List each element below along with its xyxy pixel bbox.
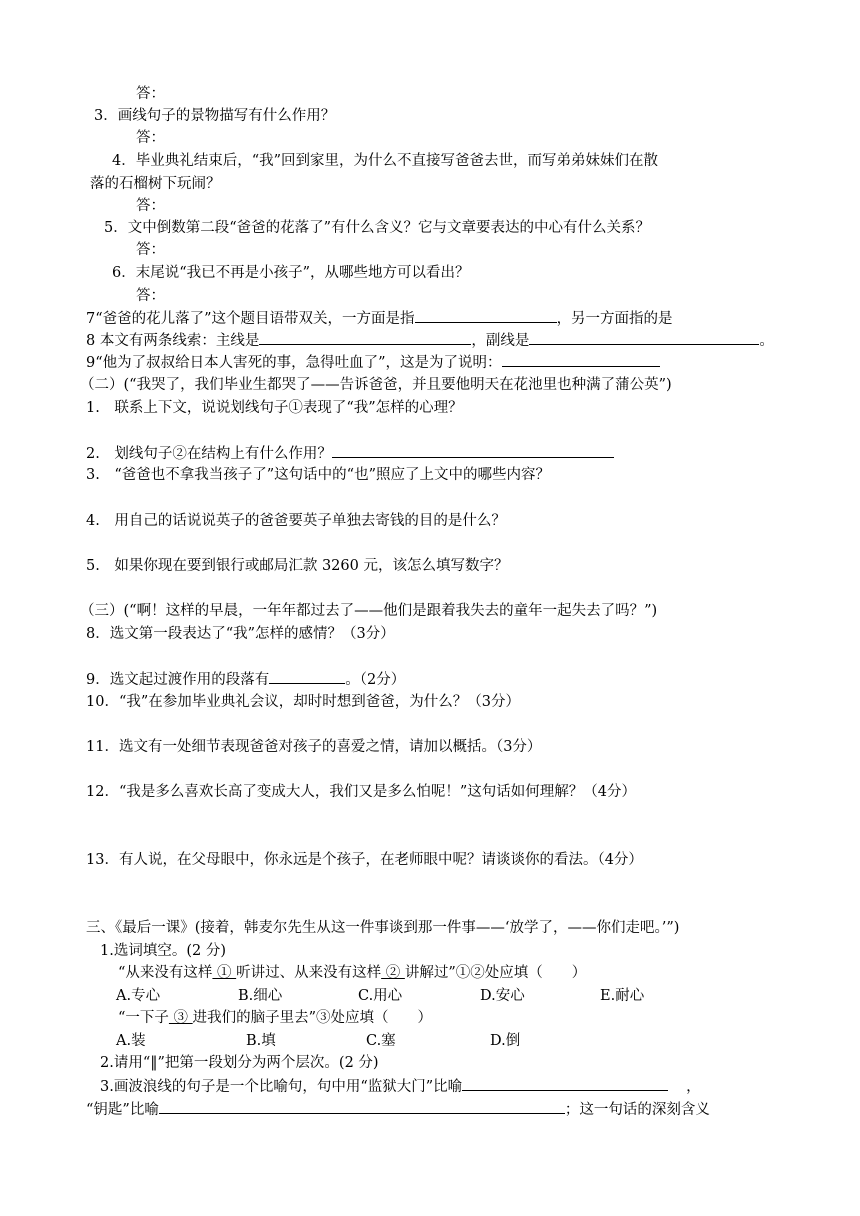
question-7-text-2: ，另一方面指的是 — [556, 311, 673, 327]
question-9-text: 9“他为了叔叔给日本人害死的事，急得吐血了”，这是为了说明： — [86, 355, 502, 371]
question-5: 5．文中倒数第二段“爸爸的花落了”有什么含义？它与文章要表达的中心有什么关系？ — [104, 220, 651, 236]
answer-label: 答： — [136, 242, 165, 258]
fill-text: 进我们的脑子里去”③处应填（ ） — [192, 1010, 433, 1026]
fill-blank-3: ③ — [168, 1010, 193, 1026]
answer-label: 答： — [136, 86, 165, 102]
ll-question-1: 1.选词填空。(2 分) — [100, 943, 226, 959]
option-e: E.耐心 — [600, 988, 645, 1004]
s3-question-9 — [86, 669, 405, 689]
answer-blank[interactable] — [529, 330, 759, 345]
question-9 — [86, 352, 660, 372]
option-c: C.用心 — [358, 988, 403, 1004]
s2-question-3: 3. “爸爸也不拿我当孩子了”这句话中的“也”照应了上文中的哪些内容？ — [86, 467, 550, 483]
option-a: A.装 — [116, 1033, 146, 1049]
question-3: 3．画线句子的景物描写有什么作用？ — [94, 108, 336, 124]
question-6: 6．末尾说“我已不再是小孩子”，从哪些地方可以看出？ — [112, 265, 470, 281]
section-2-heading: （二）(“我哭了，我们毕业生都哭了——告诉爸爸，并且要他明天在花池里也种满了蒲公英”) — [80, 377, 672, 393]
answer-blank[interactable] — [415, 308, 557, 323]
s3-question-10: 10．“我”在参加毕业典礼会议，却时时想到爸爸，为什么？（3分） — [86, 694, 520, 710]
s3-question-9-text-2: 。（2分） — [345, 672, 406, 688]
answer-label: 答： — [136, 198, 165, 214]
question-8 — [86, 330, 774, 350]
option-b: B.填 — [246, 1033, 276, 1049]
fill-text: “一下子 — [118, 1010, 169, 1026]
answer-blank[interactable] — [332, 443, 614, 458]
s3-question-12: 12．“我是多么喜欢长高了变成大人，我们又是多么怕呢！”这句话如何理解？（4分） — [86, 784, 636, 800]
s3-question-11: 11．选文有一处细节表现爸爸对孩子的喜爱之情，请加以概括。（3分） — [86, 739, 542, 755]
answer-label: 答： — [136, 130, 165, 146]
ll-question-1-part-a — [118, 963, 586, 983]
ll-question-3-text: 3.画波浪线的句子是一个比喻句，句中用“监狱大门”比喻 — [100, 1079, 463, 1095]
s2-question-1: 1. 联系上下文，说说划线句子①表现了“我”怎样的心理？ — [86, 400, 463, 416]
ll-question-2: 2.请用“‖”把第一段划分为两个层次。(2 分) — [100, 1055, 379, 1071]
ll-question-1-part-b — [118, 1008, 432, 1028]
answer-blank[interactable] — [269, 669, 345, 684]
option-d: D.倒 — [490, 1033, 521, 1049]
s2-question-5: 5. 如果你现在要到银行或邮局汇款 3260 元，该怎么填写数字？ — [86, 558, 509, 574]
question-7-text: 7“爸爸的花儿落了”这个题目语带双关，一方面是指 — [86, 311, 415, 327]
answer-blank[interactable] — [462, 1076, 668, 1091]
option-d: D.安心 — [480, 988, 525, 1004]
question-8-text-3: 。 — [759, 333, 774, 349]
option-a: A.专心 — [116, 988, 161, 1004]
answer-blank[interactable] — [159, 1099, 565, 1114]
s2-question-4: 4. 用自己的话说说英子的爸爸要英子单独去寄钱的目的是什么？ — [86, 513, 506, 529]
question-4: 4．毕业典礼结束后，“我”回到家里，为什么不直接写爸爸去世，而写弟弟妹妹们在散 — [112, 153, 659, 169]
question-4-cont: 落的石榴树下玩闹？ — [90, 176, 221, 192]
fill-text: “从来没有这样 — [118, 965, 213, 981]
ll-question-3-text-2: “钥匙”比喻 — [86, 1102, 159, 1118]
ll-question-3-text-3: ；这一句话的深刻含义 — [564, 1102, 710, 1118]
option-c: C.塞 — [366, 1033, 396, 1049]
option-b: B.细心 — [238, 988, 283, 1004]
answer-blank[interactable] — [502, 352, 660, 367]
answer-blank[interactable] — [259, 330, 471, 345]
fill-blank-2: ② — [381, 965, 405, 981]
question-7 — [86, 308, 673, 328]
s2-question-2-text: 2. 划线句子②在结构上有什么作用？ — [86, 446, 332, 462]
section-last-lesson-heading: 三、《最后一课》(接着，韩麦尔先生从这一件事谈到那一件事——‘放学了，——你们走吧。’”) — [86, 920, 680, 936]
fill-blank-1: ① — [212, 965, 237, 981]
s3-question-13: 13．有人说，在父母眼中，你永远是个孩子，在老师眼中呢？请谈谈你的看法。（4分） — [86, 852, 643, 868]
fill-text: 听讲过、从来没有这样 — [236, 965, 382, 981]
s3-question-9-text: 9．选文起过渡作用的段落有 — [86, 672, 270, 688]
question-8-text-2: ，副线是 — [471, 333, 530, 349]
question-8-text: 8 本文有两条线索：主线是 — [86, 333, 260, 349]
s2-question-2 — [86, 443, 614, 463]
section-3-heading: （三）(“啊！这样的早晨，一年年都过去了——他们是跟着我失去的童年一起失去了吗？”) — [80, 603, 658, 619]
answer-label: 答： — [136, 288, 165, 304]
s3-question-8: 8．选文第一段表达了“我”怎样的感情？（3分） — [86, 626, 395, 642]
ll-question-3 — [100, 1076, 701, 1096]
fill-text: 讲解过”①②处应填（ ） — [404, 965, 587, 981]
ll-question-3-cont — [86, 1099, 710, 1119]
ll-question-3-comma: ， — [686, 1079, 701, 1095]
